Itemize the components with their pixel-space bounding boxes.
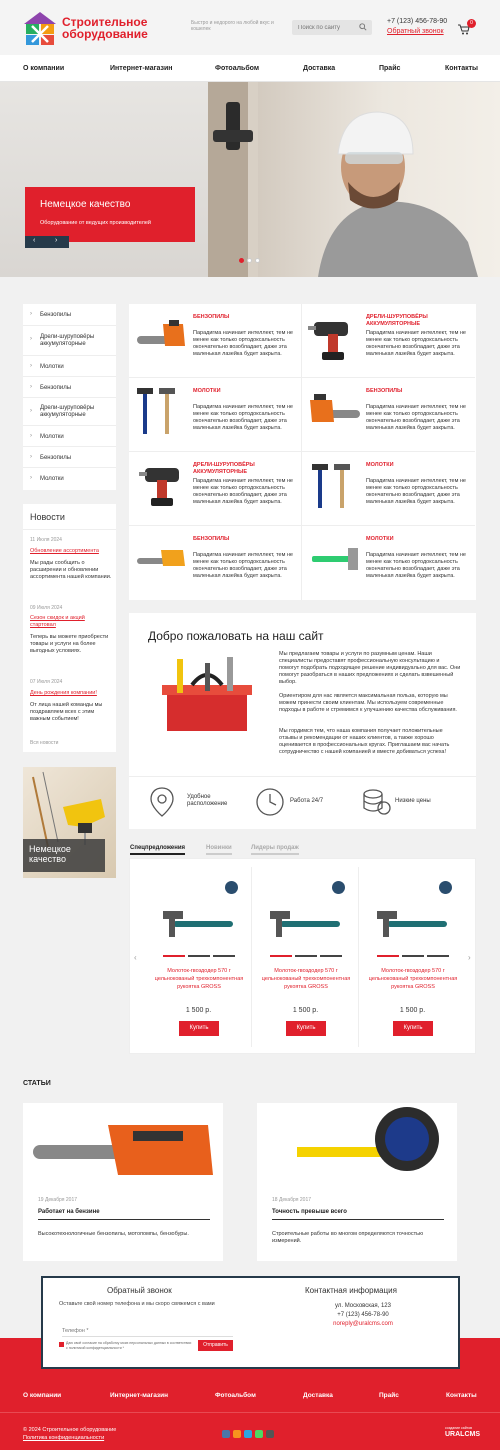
hero-arrows <box>25 236 69 248</box>
search-icon[interactable] <box>359 23 367 31</box>
buy-button[interactable]: Купить <box>286 1021 326 1036</box>
promo-label-line2: качество <box>29 854 66 864</box>
chevron-right-icon: › <box>30 311 32 317</box>
coins-icon <box>361 786 391 818</box>
catalog-item-name[interactable]: МОЛОТКИ <box>366 536 394 542</box>
hero-slider[interactable] <box>0 82 500 277</box>
buy-button[interactable]: Купить <box>179 1021 219 1036</box>
hammer-icon <box>161 907 237 941</box>
tape-measure-icon <box>257 1103 457 1191</box>
news-block <box>23 504 116 752</box>
article-card[interactable] <box>257 1103 457 1261</box>
consent-checkbox[interactable] <box>59 1342 64 1347</box>
chevron-right-icon: › <box>30 336 32 342</box>
buy-button[interactable]: Купить <box>393 1021 433 1036</box>
contact-phone[interactable]: +7 (123) 456-78-90 <box>337 1312 389 1318</box>
product-tabs <box>129 843 476 857</box>
main-nav <box>0 55 500 82</box>
news-title-link[interactable]: День рождения компании! <box>30 690 97 696</box>
hammer-icon <box>375 907 451 941</box>
article-date: 19 Декабря 2017 <box>38 1197 78 1203</box>
divider <box>38 1219 210 1220</box>
tab-bestsellers[interactable]: Лидеры продаж <box>251 845 299 855</box>
product-price: 1 500 р. <box>399 1007 426 1014</box>
search-input[interactable] <box>292 20 356 35</box>
catalog-item[interactable] <box>302 526 475 600</box>
article-text: Строительные работы во многом определяются точностью измерений. <box>272 1231 424 1244</box>
promo-banner[interactable] <box>23 767 116 878</box>
product-image-dots <box>163 955 235 957</box>
welcome-paragraph: Мы гордимся тем, что наша компания получает положительные отзывы и рекомендации от наших клиентов, а также хорошо оценивается в профессиональных кругах. Приглашаем вас начать сотрудничество с нашей компанией и вместе добиваться успеха! <box>279 728 450 755</box>
header <box>0 0 500 55</box>
footer-nav-delivery[interactable]: Доставка <box>303 1392 333 1399</box>
divider <box>129 776 476 777</box>
telegram-icon[interactable] <box>244 1430 252 1438</box>
hero-dot-3[interactable] <box>255 258 260 263</box>
catalog-item[interactable] <box>129 304 302 378</box>
welcome-paragraph: Мы предлагаем товары и услуги по разумным ценам. Наши специалисты предоставят профессиональную консультацию и помогут подобрать подходящее решение индивидуально для вас. Они помогут разобраться в наших предложениях и сделать взвешенный выбор. <box>279 651 461 685</box>
feature-low-prices: Низкие цены <box>361 786 391 820</box>
header-phone[interactable]: +7 (123) 456-78-90 <box>387 18 448 25</box>
hammer-icon <box>308 460 360 510</box>
location-pin-icon <box>149 786 175 818</box>
footer-nav-shop[interactable]: Интернет-магазин <box>110 1392 169 1399</box>
hero-caption <box>25 187 195 242</box>
footer-nav-price[interactable]: Прайс <box>379 1392 399 1399</box>
welcome-section <box>129 613 476 829</box>
chevron-right-icon: › <box>30 384 32 390</box>
news-date: 07 Июля 2024 <box>30 679 63 685</box>
carousel-next-button[interactable]: › <box>468 953 471 962</box>
catalog-item-name[interactable]: БЕНЗОПИЛЫ <box>193 536 230 542</box>
vk-icon[interactable] <box>222 1430 230 1438</box>
clock-icon <box>254 786 286 818</box>
tab-new[interactable]: Новинки <box>206 845 232 855</box>
drill-icon <box>135 460 187 510</box>
catalog-item[interactable] <box>129 378 302 452</box>
catalog-item-name[interactable]: МОЛОТКИ <box>193 388 221 394</box>
product-price: 1 500 р. <box>292 1007 319 1014</box>
articles-heading: СТАТЬИ <box>23 1080 51 1087</box>
sidebar-item[interactable]: › Бензопилы <box>23 447 116 468</box>
sidebar-item[interactable]: › Молотки <box>23 426 116 447</box>
hammer-icon <box>268 907 344 941</box>
hero-dot-1[interactable] <box>239 258 244 263</box>
chevron-right-icon: › <box>30 363 32 369</box>
callback-link[interactable]: Обратный звонок <box>387 28 444 35</box>
share-icon[interactable] <box>266 1430 274 1438</box>
badge-icon <box>332 881 345 894</box>
slogan: Быстро и недорого на любой вкус и кошелек <box>191 20 274 32</box>
welcome-title: Добро пожаловать на наш сайт <box>148 629 324 643</box>
divider <box>23 529 116 530</box>
news-title-link[interactable]: Сезон скидок и акций стартовал <box>30 615 85 628</box>
whatsapp-icon[interactable] <box>255 1430 263 1438</box>
promo-label-line1: Немецкое <box>29 844 71 854</box>
badge-icon <box>439 881 452 894</box>
product-name-link[interactable]: Молоток-гвоздодер 570 г цельнокованый трехкомпонентная рукоятка GROSS <box>154 968 244 990</box>
hammer-icon <box>135 386 187 436</box>
news-heading: Новости <box>30 512 65 522</box>
nav-item-shop[interactable]: Интернет-магазин <box>110 65 173 72</box>
product-card[interactable] <box>359 867 466 1047</box>
article-text: Высокотехнологичные бензопилы, мотопомпы, бензобуры. <box>38 1231 189 1237</box>
developer-label: создание сайтов <box>445 1426 473 1430</box>
drill-icon <box>308 312 360 362</box>
hero-prev-button[interactable]: ‹ <box>33 237 36 244</box>
product-price: 1 500 р. <box>185 1007 212 1014</box>
copyright: © 2024 Строительное оборудование <box>23 1427 117 1433</box>
footer-nav <box>0 1378 500 1412</box>
news-text: От лица нашей команды мы поздравляем всех с этим важным событием! <box>30 702 103 722</box>
catalog-item-name[interactable]: ДРЕЛИ-ШУРУПОВЁРЫ АККУМУЛЯТОРНЫЕ <box>366 314 428 327</box>
chainsaw-icon <box>135 312 187 362</box>
chevron-right-icon: › <box>30 408 32 414</box>
privacy-policy-link[interactable]: Политика конфиденциальности <box>23 1435 105 1441</box>
news-date: 11 Июля 2024 <box>30 537 62 543</box>
cart-count-badge: 0 <box>467 19 476 28</box>
chainsaw-icon <box>23 1103 223 1191</box>
hero-subtitle: Оборудование от ведущих производителей <box>40 220 151 226</box>
product-image-dots <box>270 955 342 957</box>
tab-special-offers[interactable]: Спецпредложения <box>130 845 185 855</box>
callback-subtitle: Оставьте свой номер телефона и мы скоро свяжемся с вами <box>59 1301 215 1307</box>
catalog-item-desc: Парадигма начинает интеллект, тем не менее как только ортодоксальность окончательно возобладает, даже эта маленькая лазейка будет закрыта. <box>193 478 293 505</box>
article-date: 18 Декабря 2017 <box>272 1197 312 1203</box>
article-title-link[interactable]: Работает на бензине <box>38 1209 100 1215</box>
nav-item-delivery[interactable]: Доставка <box>303 65 336 72</box>
catalog-item-desc: Парадигма начинает интеллект, тем не менее как только ортодоксальность окончательно возобладает, даже эта маленькая лазейка будет закрыта. <box>366 330 466 357</box>
logo-icon[interactable] <box>24 12 56 46</box>
chevron-right-icon: › <box>30 475 32 481</box>
contact-address: ул. Московская, 123 <box>335 1303 391 1309</box>
nav-item-gallery[interactable]: Фотоальбом <box>215 65 260 72</box>
product-name-link[interactable]: Молоток-гвоздодер 570 г цельнокованый трехкомпонентная рукоятка GROSS <box>261 968 351 990</box>
catalog-item-name[interactable]: ДРЕЛИ-ШУРУПОВЁРЫ АККУМУЛЯТОРНЫЕ <box>193 462 255 475</box>
divider <box>272 1219 444 1220</box>
catalog-item[interactable] <box>129 526 302 600</box>
consent-text: Даю своё согласие на обработку моих персональных данных в соответствии с политикой конфиденциальности * <box>66 1341 192 1350</box>
article-card[interactable] <box>23 1103 223 1261</box>
catalog-grid <box>129 304 476 600</box>
catalog-item[interactable] <box>129 452 302 526</box>
product-carousel <box>129 858 476 1054</box>
hero-photo <box>208 82 500 277</box>
hero-title: Немецкое качество <box>40 199 131 210</box>
catalog-item[interactable] <box>302 378 475 452</box>
promo-label <box>23 839 105 872</box>
catalog-item-name[interactable]: МОЛОТКИ <box>366 462 394 468</box>
catalog-item-desc: Парадигма начинает интеллект, тем не менее как только ортодоксальность окончательно возобладает, даже эта маленькая лазейка будет закрыта. <box>366 478 466 505</box>
sidebar-item[interactable]: › Молотки <box>23 356 116 377</box>
worker-illustration <box>208 82 500 277</box>
sidebar-item[interactable]: › Дрели-шуруповёры аккумуляторные <box>23 398 116 426</box>
chevron-right-icon: › <box>30 433 32 439</box>
hero-next-button[interactable]: › <box>55 237 58 244</box>
ok-icon[interactable] <box>233 1430 241 1438</box>
news-text: Мы рады сообщить о расширении и обновлении ассортимента нашей компании. <box>30 560 112 580</box>
footer-bottom <box>0 1412 500 1450</box>
footer-nav-about[interactable]: О компании <box>23 1392 62 1399</box>
carousel-prev-button[interactable]: ‹ <box>134 953 137 962</box>
nav-item-about[interactable]: О компании <box>23 65 65 72</box>
hero-dot-2[interactable] <box>247 258 252 263</box>
article-title-link[interactable]: Точность превыше всего <box>272 1209 347 1215</box>
footer-nav-gallery[interactable]: Фотоальбом <box>215 1392 256 1399</box>
sidebar-item[interactable]: › Дрели-шуруповёры аккумуляторные <box>23 326 116 356</box>
catalog-item-desc: Парадигма начинает интеллект, тем не менее как только ортодоксальность окончательно возобладает, даже эта маленькая лазейка будет закрыта. <box>193 552 293 579</box>
sidebar-item[interactable]: › Бензопилы <box>23 377 116 398</box>
catalog-item-desc: Парадигма начинает интеллект, тем не менее как только ортодоксальность окончательно возобладает, даже эта маленькая лазейка будет закрыта. <box>366 404 466 431</box>
callback-contact-box <box>41 1276 460 1369</box>
news-text: Теперь вы можете приобрести товары и услуги на более выгодных условиях. <box>30 634 109 654</box>
catalog-item-desc: Парадигма начинает интеллект, тем не менее как только ортодоксальность окончательно возобладает, даже эта маленькая лазейка будет закрыта. <box>193 330 293 357</box>
chevron-right-icon: › <box>30 454 32 460</box>
sidebar-item[interactable]: › Бензопилы <box>23 304 116 326</box>
catalog-item[interactable] <box>302 452 475 526</box>
sidebar-item[interactable]: › Молотки <box>30 475 64 482</box>
nav-item-contacts[interactable]: Контакты <box>445 65 479 72</box>
brand-name[interactable] <box>62 16 172 40</box>
feature-24-7: Работа 24/7 <box>254 786 286 820</box>
contact-email[interactable]: noreply@uralcms.com <box>333 1321 393 1327</box>
contacts-title: Контактная информация <box>305 1286 397 1295</box>
product-card[interactable] <box>252 867 359 1047</box>
catalog-item-desc: Парадигма начинает интеллект, тем не менее как только ортодоксальность окончательно возобладает, даже эта маленькая лазейка будет закрыта. <box>366 552 466 579</box>
catalog-item-name[interactable]: БЕНЗОПИЛЫ <box>193 314 230 320</box>
brand-line2: оборудование <box>62 27 148 41</box>
badge-icon <box>225 881 238 894</box>
nav-item-price[interactable]: Прайс <box>379 65 401 72</box>
catalog-item-name[interactable]: БЕНЗОПИЛЫ <box>366 388 403 394</box>
developer-logo[interactable]: URALCMS <box>445 1431 480 1438</box>
product-image-dots <box>377 955 449 957</box>
all-news-link[interactable]: Вся новости <box>30 740 59 746</box>
callback-title: Обратный звонок <box>107 1286 172 1295</box>
news-title-link[interactable]: Обновление ассортимента <box>30 548 99 554</box>
footer-nav-contacts[interactable]: Контакты <box>446 1392 477 1399</box>
search-box <box>292 20 372 35</box>
brand-line1: Строительное <box>62 15 148 29</box>
product-name-link[interactable]: Молоток-гвоздодер 570 г цельнокованый трехкомпонентная рукоятка GROSS <box>368 968 458 990</box>
catalog-item[interactable] <box>302 304 475 378</box>
welcome-paragraph: Ориентиром для нас является максимальная польза, которую мы можем принести своим клиентам. Мы используем современные подходы в работе и стремимся к улучшению качества обслуживания. <box>279 693 457 713</box>
news-date: 09 Июля 2024 <box>30 605 63 611</box>
chainsaw-icon <box>135 534 187 584</box>
phone-input[interactable] <box>62 1325 233 1337</box>
catalog-item-desc: Парадигма начинает интеллект, тем не менее как только ортодоксальность окончательно возобладает, даже эта маленькая лазейка будет закрыта. <box>193 404 293 431</box>
chainsaw-icon <box>308 386 360 436</box>
sidebar-catalog-menu <box>23 304 116 490</box>
product-card[interactable] <box>145 867 252 1047</box>
hammer-icon <box>308 534 360 584</box>
feature-location: Удобное расположение <box>149 786 175 820</box>
send-button[interactable]: Отправить <box>198 1340 233 1351</box>
